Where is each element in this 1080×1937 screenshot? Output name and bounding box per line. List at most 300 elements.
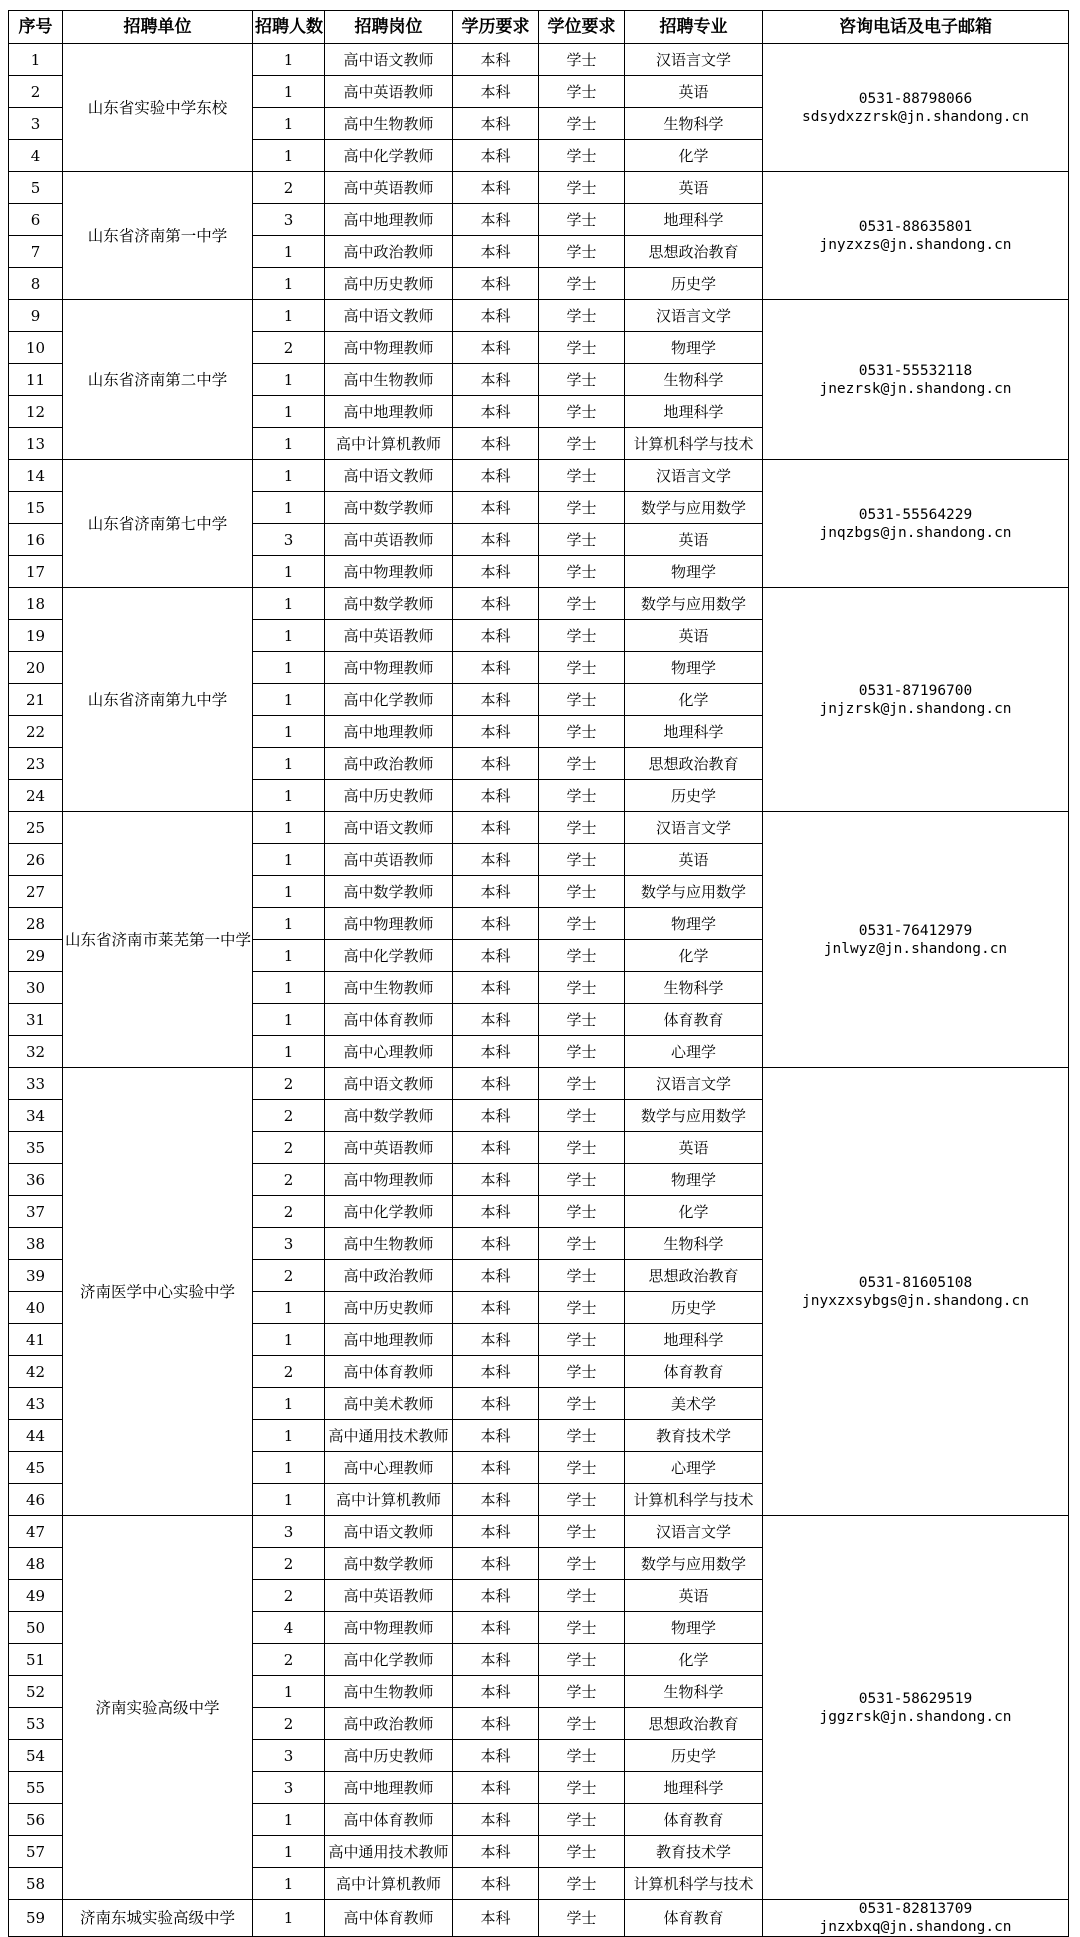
major-name: 英语 xyxy=(625,1132,763,1164)
header-major: 招聘专业 xyxy=(625,11,763,44)
row-id: 46 xyxy=(9,1484,63,1516)
education-requirement: 本科 xyxy=(453,332,539,364)
position-name: 高中政治教师 xyxy=(325,748,453,780)
header-unit: 招聘单位 xyxy=(63,11,253,44)
major-name: 英语 xyxy=(625,76,763,108)
hire-count: 1 xyxy=(253,620,325,652)
education-requirement: 本科 xyxy=(453,780,539,812)
hire-count: 2 xyxy=(253,1580,325,1612)
position-name: 高中体育教师 xyxy=(325,1004,453,1036)
position-name: 高中政治教师 xyxy=(325,236,453,268)
hire-count: 1 xyxy=(253,396,325,428)
education-requirement: 本科 xyxy=(453,812,539,844)
row-id: 49 xyxy=(9,1580,63,1612)
degree-requirement: 学士 xyxy=(539,300,625,332)
contact-email: jnqzbgs@jn.shandong.cn xyxy=(819,524,1012,541)
row-id: 48 xyxy=(9,1548,63,1580)
education-requirement: 本科 xyxy=(453,1292,539,1324)
header-education: 学历要求 xyxy=(453,11,539,44)
major-name: 心理学 xyxy=(625,1036,763,1068)
major-name: 思想政治教育 xyxy=(625,1708,763,1740)
row-id: 4 xyxy=(9,140,63,172)
position-name: 高中英语教师 xyxy=(325,172,453,204)
degree-requirement: 学士 xyxy=(539,1292,625,1324)
degree-requirement: 学士 xyxy=(539,1036,625,1068)
major-name: 汉语言文学 xyxy=(625,812,763,844)
contact-cell xyxy=(763,1900,1069,1937)
contact-cell xyxy=(763,44,1069,172)
contact-email: jnyxzxsybgs@jn.shandong.cn xyxy=(802,1292,1029,1309)
hire-count: 2 xyxy=(253,1548,325,1580)
row-id: 57 xyxy=(9,1836,63,1868)
row-id: 5 xyxy=(9,172,63,204)
row-id: 18 xyxy=(9,588,63,620)
education-requirement: 本科 xyxy=(453,492,539,524)
position-name: 高中体育教师 xyxy=(325,1900,453,1937)
major-name: 汉语言文学 xyxy=(625,300,763,332)
position-name: 高中英语教师 xyxy=(325,620,453,652)
degree-requirement: 学士 xyxy=(539,76,625,108)
education-requirement: 本科 xyxy=(453,940,539,972)
contact-phone: 0531-55564229 xyxy=(858,506,973,523)
degree-requirement: 学士 xyxy=(539,396,625,428)
row-id: 42 xyxy=(9,1356,63,1388)
contact-email: jnezrsk@jn.shandong.cn xyxy=(819,380,1012,397)
education-requirement: 本科 xyxy=(453,1260,539,1292)
hire-count: 1 xyxy=(253,1388,325,1420)
header-post: 招聘岗位 xyxy=(325,11,453,44)
degree-requirement: 学士 xyxy=(539,140,625,172)
hire-count: 2 xyxy=(253,1644,325,1676)
position-name: 高中生物教师 xyxy=(325,364,453,396)
hire-count: 1 xyxy=(253,1868,325,1900)
table-row xyxy=(9,1900,1069,1937)
position-name: 高中地理教师 xyxy=(325,716,453,748)
hire-count: 3 xyxy=(253,1772,325,1804)
hire-count: 3 xyxy=(253,524,325,556)
contact-email: jnzxbxq@jn.shandong.cn xyxy=(819,1919,1012,1935)
position-name: 高中计算机教师 xyxy=(325,1484,453,1516)
table-row xyxy=(9,588,1069,620)
header-id: 序号 xyxy=(9,11,63,44)
education-requirement: 本科 xyxy=(453,1132,539,1164)
row-id: 1 xyxy=(9,44,63,76)
degree-requirement: 学士 xyxy=(539,716,625,748)
position-name: 高中化学教师 xyxy=(325,1644,453,1676)
position-name: 高中物理教师 xyxy=(325,1612,453,1644)
education-requirement: 本科 xyxy=(453,1356,539,1388)
major-name: 地理科学 xyxy=(625,1324,763,1356)
degree-requirement: 学士 xyxy=(539,364,625,396)
row-id: 38 xyxy=(9,1228,63,1260)
unit-name-cell: 济南医学中心实验中学 xyxy=(63,1068,253,1516)
education-requirement: 本科 xyxy=(453,1036,539,1068)
position-name: 高中英语教师 xyxy=(325,1132,453,1164)
position-name: 高中数学教师 xyxy=(325,588,453,620)
major-name: 物理学 xyxy=(625,1612,763,1644)
education-requirement: 本科 xyxy=(453,588,539,620)
hire-count: 1 xyxy=(253,588,325,620)
row-id: 7 xyxy=(9,236,63,268)
hire-count: 1 xyxy=(253,716,325,748)
unit-name-cell: 山东省济南市莱芜第一中学 xyxy=(63,812,253,1068)
hire-count: 3 xyxy=(253,1228,325,1260)
degree-requirement: 学士 xyxy=(539,620,625,652)
table-row xyxy=(9,1068,1069,1100)
table-row xyxy=(9,812,1069,844)
education-requirement: 本科 xyxy=(453,1804,539,1836)
degree-requirement: 学士 xyxy=(539,588,625,620)
position-name: 高中数学教师 xyxy=(325,1100,453,1132)
row-id: 9 xyxy=(9,300,63,332)
position-name: 高中语文教师 xyxy=(325,300,453,332)
position-name: 高中物理教师 xyxy=(325,1164,453,1196)
degree-requirement: 学士 xyxy=(539,1516,625,1548)
table-body xyxy=(9,44,1069,1937)
major-name: 物理学 xyxy=(625,332,763,364)
education-requirement: 本科 xyxy=(453,1548,539,1580)
hire-count: 1 xyxy=(253,492,325,524)
education-requirement: 本科 xyxy=(453,1388,539,1420)
row-id: 28 xyxy=(9,908,63,940)
education-requirement: 本科 xyxy=(453,1068,539,1100)
education-requirement: 本科 xyxy=(453,76,539,108)
position-name: 高中美术教师 xyxy=(325,1388,453,1420)
major-name: 历史学 xyxy=(625,1292,763,1324)
row-id: 27 xyxy=(9,876,63,908)
education-requirement: 本科 xyxy=(453,684,539,716)
hire-count: 1 xyxy=(253,140,325,172)
major-name: 英语 xyxy=(625,172,763,204)
hire-count: 1 xyxy=(253,76,325,108)
unit-name-cell: 山东省济南第二中学 xyxy=(63,300,253,460)
row-id: 26 xyxy=(9,844,63,876)
hire-count: 1 xyxy=(253,780,325,812)
row-id: 52 xyxy=(9,1676,63,1708)
major-name: 生物科学 xyxy=(625,1228,763,1260)
header-count: 招聘人数 xyxy=(253,11,325,44)
degree-requirement: 学士 xyxy=(539,1068,625,1100)
row-id: 56 xyxy=(9,1804,63,1836)
position-name: 高中计算机教师 xyxy=(325,428,453,460)
degree-requirement: 学士 xyxy=(539,1420,625,1452)
row-id: 33 xyxy=(9,1068,63,1100)
position-name: 高中数学教师 xyxy=(325,492,453,524)
major-name: 化学 xyxy=(625,140,763,172)
education-requirement: 本科 xyxy=(453,620,539,652)
education-requirement: 本科 xyxy=(453,1196,539,1228)
position-name: 高中历史教师 xyxy=(325,1740,453,1772)
row-id: 39 xyxy=(9,1260,63,1292)
row-id: 8 xyxy=(9,268,63,300)
hire-count: 1 xyxy=(253,1900,325,1937)
row-id: 16 xyxy=(9,524,63,556)
hire-count: 1 xyxy=(253,684,325,716)
major-name: 生物科学 xyxy=(625,364,763,396)
contact-phone: 0531-82813709 xyxy=(858,1901,973,1917)
degree-requirement: 学士 xyxy=(539,1228,625,1260)
education-requirement: 本科 xyxy=(453,1740,539,1772)
position-name: 高中政治教师 xyxy=(325,1260,453,1292)
degree-requirement: 学士 xyxy=(539,1004,625,1036)
position-name: 高中生物教师 xyxy=(325,1676,453,1708)
row-id: 53 xyxy=(9,1708,63,1740)
row-id: 44 xyxy=(9,1420,63,1452)
degree-requirement: 学士 xyxy=(539,1164,625,1196)
contact-cell xyxy=(763,1516,1069,1900)
degree-requirement: 学士 xyxy=(539,236,625,268)
position-name: 高中体育教师 xyxy=(325,1804,453,1836)
hire-count: 1 xyxy=(253,1836,325,1868)
education-requirement: 本科 xyxy=(453,972,539,1004)
degree-requirement: 学士 xyxy=(539,972,625,1004)
degree-requirement: 学士 xyxy=(539,1900,625,1937)
major-name: 物理学 xyxy=(625,1164,763,1196)
position-name: 高中物理教师 xyxy=(325,332,453,364)
degree-requirement: 学士 xyxy=(539,1612,625,1644)
major-name: 物理学 xyxy=(625,908,763,940)
education-requirement: 本科 xyxy=(453,428,539,460)
degree-requirement: 学士 xyxy=(539,1548,625,1580)
row-id: 31 xyxy=(9,1004,63,1036)
hire-count: 1 xyxy=(253,556,325,588)
contact-email: jnjzrsk@jn.shandong.cn xyxy=(819,700,1012,717)
education-requirement: 本科 xyxy=(453,1868,539,1900)
unit-name-cell: 山东省济南第七中学 xyxy=(63,460,253,588)
hire-count: 2 xyxy=(253,1164,325,1196)
degree-requirement: 学士 xyxy=(539,1644,625,1676)
contact-phone: 0531-58629519 xyxy=(858,1690,973,1707)
contact-cell xyxy=(763,812,1069,1068)
degree-requirement: 学士 xyxy=(539,268,625,300)
position-name: 高中化学教师 xyxy=(325,1196,453,1228)
major-name: 计算机科学与技术 xyxy=(625,1484,763,1516)
hire-count: 2 xyxy=(253,1196,325,1228)
position-name: 高中物理教师 xyxy=(325,908,453,940)
table-row xyxy=(9,44,1069,76)
education-requirement: 本科 xyxy=(453,1484,539,1516)
row-id: 55 xyxy=(9,1772,63,1804)
major-name: 历史学 xyxy=(625,780,763,812)
position-name: 高中语文教师 xyxy=(325,1516,453,1548)
position-name: 高中语文教师 xyxy=(325,460,453,492)
education-requirement: 本科 xyxy=(453,524,539,556)
unit-name-cell: 山东省实验中学东校 xyxy=(63,44,253,172)
major-name: 思想政治教育 xyxy=(625,1260,763,1292)
degree-requirement: 学士 xyxy=(539,492,625,524)
hire-count: 1 xyxy=(253,236,325,268)
position-name: 高中历史教师 xyxy=(325,780,453,812)
degree-requirement: 学士 xyxy=(539,1324,625,1356)
degree-requirement: 学士 xyxy=(539,1804,625,1836)
degree-requirement: 学士 xyxy=(539,1836,625,1868)
education-requirement: 本科 xyxy=(453,1516,539,1548)
major-name: 数学与应用数学 xyxy=(625,588,763,620)
position-name: 高中化学教师 xyxy=(325,684,453,716)
major-name: 生物科学 xyxy=(625,108,763,140)
hire-count: 2 xyxy=(253,1356,325,1388)
hire-count: 3 xyxy=(253,1740,325,1772)
major-name: 计算机科学与技术 xyxy=(625,1868,763,1900)
contact-email: sdsydxzzrsk@jn.shandong.cn xyxy=(802,108,1029,125)
row-id: 54 xyxy=(9,1740,63,1772)
education-requirement: 本科 xyxy=(453,716,539,748)
table-row xyxy=(9,460,1069,492)
education-requirement: 本科 xyxy=(453,460,539,492)
major-name: 数学与应用数学 xyxy=(625,1100,763,1132)
row-id: 22 xyxy=(9,716,63,748)
header-contact: 咨询电话及电子邮箱 xyxy=(763,11,1069,44)
hire-count: 1 xyxy=(253,908,325,940)
education-requirement: 本科 xyxy=(453,1100,539,1132)
row-id: 58 xyxy=(9,1868,63,1900)
major-name: 教育技术学 xyxy=(625,1420,763,1452)
row-id: 40 xyxy=(9,1292,63,1324)
hire-count: 1 xyxy=(253,1004,325,1036)
hire-count: 2 xyxy=(253,172,325,204)
major-name: 化学 xyxy=(625,684,763,716)
degree-requirement: 学士 xyxy=(539,1772,625,1804)
hire-count: 1 xyxy=(253,1484,325,1516)
row-id: 35 xyxy=(9,1132,63,1164)
major-name: 化学 xyxy=(625,1196,763,1228)
position-name: 高中英语教师 xyxy=(325,524,453,556)
major-name: 生物科学 xyxy=(625,1676,763,1708)
education-requirement: 本科 xyxy=(453,1708,539,1740)
position-name: 高中计算机教师 xyxy=(325,1868,453,1900)
degree-requirement: 学士 xyxy=(539,876,625,908)
major-name: 地理科学 xyxy=(625,1772,763,1804)
degree-requirement: 学士 xyxy=(539,1388,625,1420)
degree-requirement: 学士 xyxy=(539,108,625,140)
row-id: 11 xyxy=(9,364,63,396)
position-name: 高中生物教师 xyxy=(325,972,453,1004)
position-name: 高中通用技术教师 xyxy=(325,1836,453,1868)
row-id: 15 xyxy=(9,492,63,524)
degree-requirement: 学士 xyxy=(539,332,625,364)
major-name: 体育教育 xyxy=(625,1900,763,1937)
contact-email: jggzrsk@jn.shandong.cn xyxy=(819,1708,1012,1725)
contact-phone: 0531-88798066 xyxy=(858,90,973,107)
contact-email: jnlwyz@jn.shandong.cn xyxy=(823,940,1008,957)
education-requirement: 本科 xyxy=(453,844,539,876)
degree-requirement: 学士 xyxy=(539,556,625,588)
unit-name-cell: 济南东城实验高级中学 xyxy=(63,1900,253,1937)
contact-cell xyxy=(763,172,1069,300)
hire-count: 1 xyxy=(253,1804,325,1836)
major-name: 思想政治教育 xyxy=(625,236,763,268)
degree-requirement: 学士 xyxy=(539,204,625,236)
row-id: 30 xyxy=(9,972,63,1004)
row-id: 50 xyxy=(9,1612,63,1644)
position-name: 高中物理教师 xyxy=(325,652,453,684)
education-requirement: 本科 xyxy=(453,268,539,300)
unit-name-cell: 山东省济南第九中学 xyxy=(63,588,253,812)
row-id: 36 xyxy=(9,1164,63,1196)
hire-count: 1 xyxy=(253,940,325,972)
major-name: 英语 xyxy=(625,620,763,652)
hire-count: 1 xyxy=(253,44,325,76)
row-id: 43 xyxy=(9,1388,63,1420)
header-row xyxy=(9,11,1069,44)
hire-count: 1 xyxy=(253,1452,325,1484)
major-name: 心理学 xyxy=(625,1452,763,1484)
education-requirement: 本科 xyxy=(453,1420,539,1452)
position-name: 高中数学教师 xyxy=(325,876,453,908)
major-name: 体育教育 xyxy=(625,1004,763,1036)
row-id: 29 xyxy=(9,940,63,972)
row-id: 12 xyxy=(9,396,63,428)
major-name: 汉语言文学 xyxy=(625,1068,763,1100)
education-requirement: 本科 xyxy=(453,1772,539,1804)
hire-count: 1 xyxy=(253,428,325,460)
education-requirement: 本科 xyxy=(453,748,539,780)
degree-requirement: 学士 xyxy=(539,1452,625,1484)
row-id: 19 xyxy=(9,620,63,652)
degree-requirement: 学士 xyxy=(539,1868,625,1900)
degree-requirement: 学士 xyxy=(539,1132,625,1164)
hire-count: 3 xyxy=(253,204,325,236)
row-id: 13 xyxy=(9,428,63,460)
major-name: 计算机科学与技术 xyxy=(625,428,763,460)
contact-cell xyxy=(763,460,1069,588)
major-name: 数学与应用数学 xyxy=(625,1548,763,1580)
education-requirement: 本科 xyxy=(453,300,539,332)
major-name: 英语 xyxy=(625,524,763,556)
hire-count: 2 xyxy=(253,1132,325,1164)
position-name: 高中化学教师 xyxy=(325,940,453,972)
major-name: 化学 xyxy=(625,940,763,972)
major-name: 汉语言文学 xyxy=(625,44,763,76)
major-name: 物理学 xyxy=(625,556,763,588)
education-requirement: 本科 xyxy=(453,1836,539,1868)
major-name: 地理科学 xyxy=(625,396,763,428)
education-requirement: 本科 xyxy=(453,1452,539,1484)
major-name: 美术学 xyxy=(625,1388,763,1420)
position-name: 高中英语教师 xyxy=(325,1580,453,1612)
education-requirement: 本科 xyxy=(453,876,539,908)
hire-count: 1 xyxy=(253,1292,325,1324)
major-name: 英语 xyxy=(625,1580,763,1612)
row-id: 14 xyxy=(9,460,63,492)
degree-requirement: 学士 xyxy=(539,524,625,556)
row-id: 10 xyxy=(9,332,63,364)
education-requirement: 本科 xyxy=(453,236,539,268)
row-id: 37 xyxy=(9,1196,63,1228)
degree-requirement: 学士 xyxy=(539,460,625,492)
education-requirement: 本科 xyxy=(453,1676,539,1708)
hire-count: 3 xyxy=(253,1516,325,1548)
major-name: 汉语言文学 xyxy=(625,460,763,492)
row-id: 32 xyxy=(9,1036,63,1068)
education-requirement: 本科 xyxy=(453,140,539,172)
contact-cell xyxy=(763,300,1069,460)
education-requirement: 本科 xyxy=(453,652,539,684)
education-requirement: 本科 xyxy=(453,204,539,236)
row-id: 47 xyxy=(9,1516,63,1548)
position-name: 高中政治教师 xyxy=(325,1708,453,1740)
position-name: 高中历史教师 xyxy=(325,1292,453,1324)
table-row xyxy=(9,172,1069,204)
degree-requirement: 学士 xyxy=(539,684,625,716)
major-name: 思想政治教育 xyxy=(625,748,763,780)
hire-count: 4 xyxy=(253,1612,325,1644)
position-name: 高中心理教师 xyxy=(325,1452,453,1484)
degree-requirement: 学士 xyxy=(539,428,625,460)
hire-count: 1 xyxy=(253,844,325,876)
major-name: 化学 xyxy=(625,1644,763,1676)
row-id: 41 xyxy=(9,1324,63,1356)
